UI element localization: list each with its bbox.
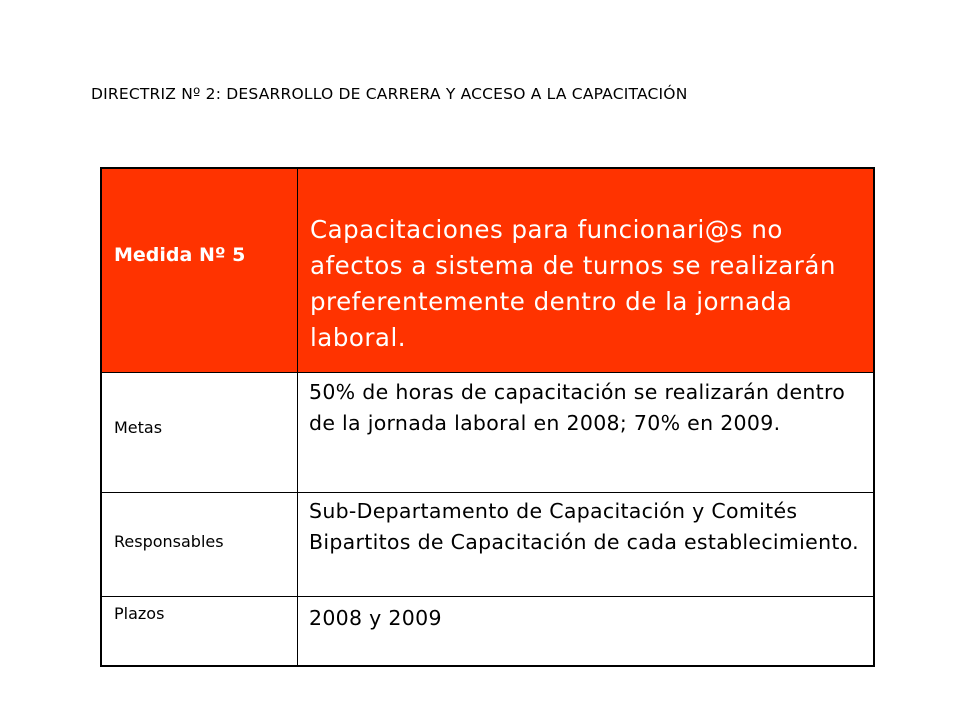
- table-row-responsables: [102, 492, 873, 596]
- plazos-value: 2008 y 2009: [309, 606, 442, 630]
- plazos-label-cell: [102, 597, 298, 667]
- metas-label: Metas: [114, 418, 163, 437]
- measure-label-cell: [102, 169, 298, 372]
- table-row-measure: [102, 169, 873, 372]
- responsables-value-cell: [298, 493, 873, 596]
- responsables-value: Sub-Departamento de Capacitación y Comités Bipartitos de Capacitación de cada establecimiento.: [309, 499, 860, 554]
- metas-value-cell: [298, 373, 873, 492]
- table-row-metas: [102, 372, 873, 492]
- responsables-label-cell: [102, 493, 298, 596]
- directive-heading: DIRECTRIZ Nº 2: DESARROLLO DE CARRERA Y ACCESO A LA CAPACITACIÓN: [91, 85, 688, 103]
- responsables-label: Responsables: [114, 532, 224, 551]
- measure-description-cell: [298, 169, 873, 372]
- measure-label: Medida Nº 5: [114, 244, 246, 266]
- metas-label-cell: [102, 373, 298, 492]
- metas-value: 50% de horas de capacitación se realizarán dentro de la jornada laboral en 2008; 70% en 2009.: [309, 380, 846, 435]
- measure-description: Capacitaciones para funcionari@s no afectos a sistema de turnos se realizarán preferentemente dentro de la jornada laboral.: [310, 215, 836, 352]
- measure-table: [100, 167, 875, 667]
- plazos-label: Plazos: [114, 604, 165, 623]
- plazos-value-cell: [298, 597, 873, 667]
- table-row-plazos: [102, 596, 873, 667]
